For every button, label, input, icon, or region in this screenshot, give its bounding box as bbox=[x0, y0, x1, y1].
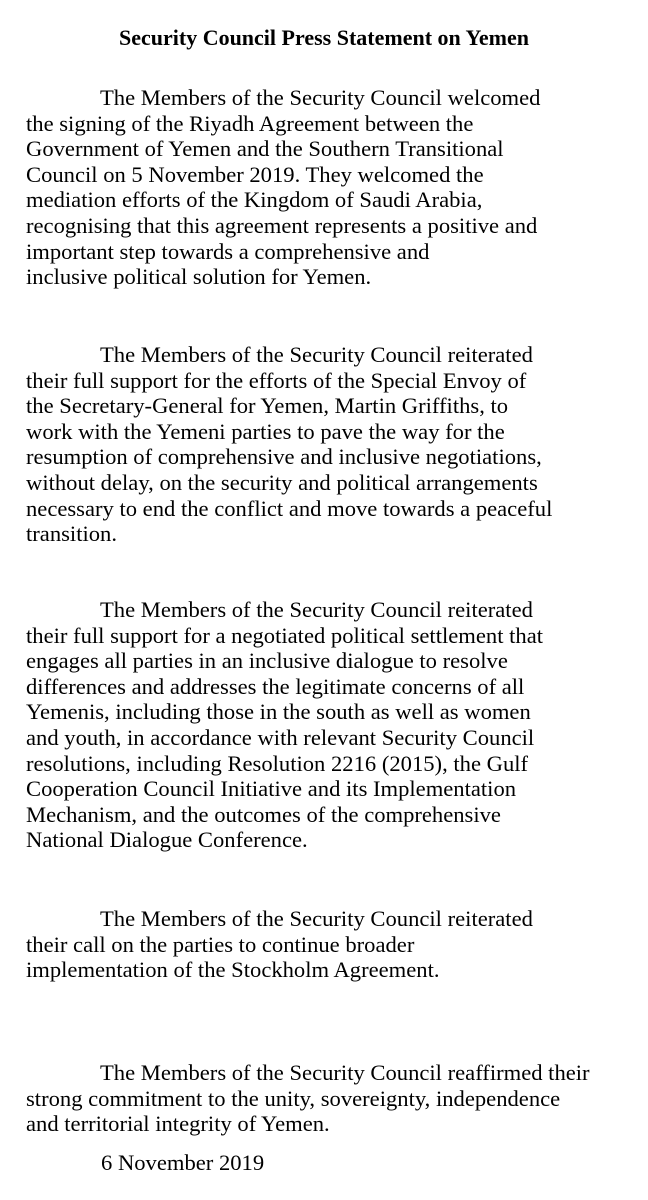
paragraph-line: mediation efforts of the Kingdom of Saudi Arabia, bbox=[26, 187, 483, 213]
paragraph-line: The Members of the Security Council reiterated bbox=[100, 342, 533, 367]
document-title: Security Council Press Statement on Yemen bbox=[118, 25, 529, 50]
paragraph-line: their call on the parties to continue broader bbox=[26, 931, 415, 957]
paragraph-line: resumption of comprehensive and inclusive negotiations, bbox=[26, 444, 542, 470]
paragraph-line: strong commitment to the unity, sovereignty, independence bbox=[26, 1085, 561, 1111]
paragraph-riyadh-agreement bbox=[26, 85, 636, 290]
paragraph-line: and territorial integrity of Yemen. bbox=[26, 1111, 330, 1137]
paragraph-line: The Members of the Security Council reaffirmed their bbox=[100, 1060, 590, 1085]
paragraph-line: inclusive political solution for Yemen. bbox=[26, 264, 372, 290]
paragraph-line: engages all parties in an inclusive dialogue to resolve bbox=[26, 648, 508, 674]
paragraph-line: The Members of the Security Council reiterated bbox=[100, 597, 533, 622]
paragraph-line: the Secretary-General for Yemen, Martin Griffiths, to bbox=[26, 393, 509, 419]
paragraph-line: The Members of the Security Council reiterated bbox=[100, 906, 533, 931]
paragraph-line: necessary to end the conflict and move towards a peaceful bbox=[26, 495, 553, 521]
paragraph-line: Yemenis, including those in the south as well as women bbox=[26, 699, 531, 725]
paragraph-yemen-unity bbox=[26, 1060, 636, 1137]
paragraph-line: resolutions, including Resolution 2216 (2015), the Gulf bbox=[26, 750, 529, 776]
paragraph-line: recognising that this agreement represents a positive and bbox=[26, 212, 538, 238]
paragraph-line: implementation of the Stockholm Agreement. bbox=[26, 957, 440, 983]
paragraph-line: their full support for a negotiated political settlement that bbox=[26, 622, 543, 648]
paragraph-line: without delay, on the security and political arrangements bbox=[26, 469, 538, 495]
paragraph-line: work with the Yemeni parties to pave the way for the bbox=[26, 418, 505, 444]
paragraph-line: differences and addresses the legitimate concerns of all bbox=[26, 673, 525, 699]
paragraph-line: important step towards a comprehensive and bbox=[26, 238, 430, 264]
paragraph-line: Mechanism, and the outcomes of the comprehensive bbox=[26, 801, 501, 827]
paragraph-special-envoy-support bbox=[26, 342, 636, 547]
paragraph-political-settlement bbox=[26, 597, 636, 853]
paragraph-line: Council on 5 November 2019. They welcomed the bbox=[26, 161, 484, 187]
paragraph-stockholm-agreement bbox=[26, 906, 636, 983]
paragraph-line: Cooperation Council Initiative and its Implementation bbox=[26, 776, 517, 802]
statement-date: 6 November 2019 bbox=[101, 1150, 265, 1175]
paragraph-line: National Dialogue Conference. bbox=[26, 827, 308, 853]
paragraph-line: The Members of the Security Council welcomed bbox=[100, 85, 541, 110]
paragraph-line: transition. bbox=[26, 521, 117, 547]
paragraph-line: Government of Yemen and the Southern Transitional bbox=[26, 136, 504, 162]
paragraph-line: the signing of the Riyadh Agreement between the bbox=[26, 110, 474, 136]
paragraph-line: and youth, in accordance with relevant Security Council bbox=[26, 724, 535, 750]
paragraph-line: their full support for the efforts of the Special Envoy of bbox=[26, 367, 527, 393]
